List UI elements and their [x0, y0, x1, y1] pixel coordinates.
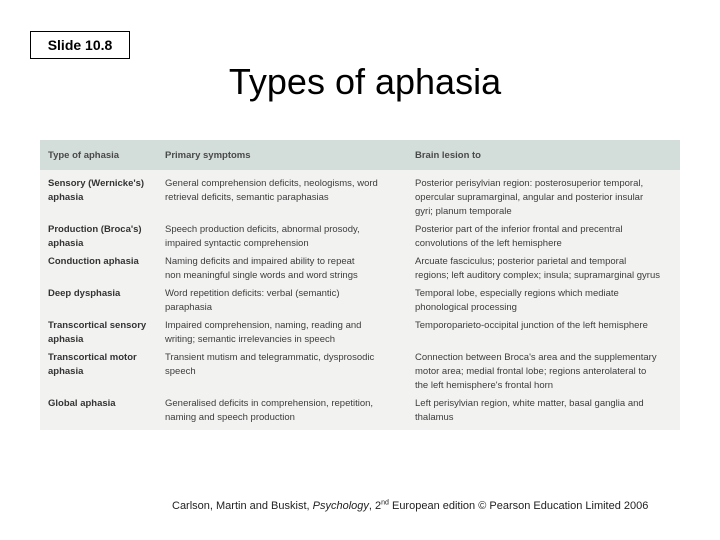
row-symptoms-cell: Impaired comprehension, naming, reading and writing; semantic irrelevancies in speech — [165, 320, 362, 345]
row-lesion-cell: Left perisylvian region, white matter, basal ganglia and thalamus — [415, 398, 644, 423]
row-symptoms-cell: Generalised deficits in comprehension, repetition, naming and speech production — [165, 398, 374, 423]
row-type-cell: Production (Broca's) aphasia — [48, 224, 142, 249]
row-type-cell: Sensory (Wernicke's) aphasia — [48, 178, 145, 203]
row-type-cell: Transcortical motor aphasia — [48, 352, 137, 377]
header-primary-symptoms: Primary symptoms — [165, 150, 251, 161]
slide-title: Types of aphasia — [228, 61, 502, 102]
row-symptoms-cell: Speech production deficits, abnormal prosody, impaired syntactic comprehension — [165, 224, 360, 249]
aphasia-table — [40, 140, 680, 430]
row-lesion-cell: Posterior part of the inferior frontal and precentral convolutions of the left hemisphere — [415, 224, 623, 249]
citation-publisher: European edition © Pearson Education Limited 2006 — [388, 500, 649, 512]
header-brain-lesion: Brain lesion to — [415, 150, 481, 161]
citation-edition-number: , 2 — [368, 500, 382, 512]
citation — [172, 499, 712, 513]
row-lesion-cell: Temporoparieto-occipital junction of the left hemisphere — [415, 320, 648, 331]
row-type-cell: Transcortical sensory aphasia — [48, 320, 147, 345]
row-lesion-cell: Posterior perisylvian region: posterosuperior temporal, opercular supramarginal, angular and posterior insular gyri; planum temporale — [415, 178, 644, 217]
slide-number-label: Slide 10.8 — [30, 31, 130, 59]
row-symptoms-cell: Transient mutism and telegrammatic, dysprosodic speech — [165, 352, 375, 377]
row-type-cell: Deep dysphasia — [48, 288, 121, 299]
row-symptoms-cell: General comprehension deficits, neologisms, word retrieval deficits, semantic paraphasias — [165, 178, 378, 203]
row-lesion-cell: Temporal lobe, especially regions which mediate phonological processing — [415, 288, 619, 313]
citation-book-title: Psychology — [312, 500, 369, 512]
table-header-row — [40, 140, 680, 170]
row-lesion-cell: Connection between Broca's area and the supplementary motor area; medial frontal lobe; regions anterolateral to the left hemisphere's frontal horn — [415, 352, 657, 391]
header-type-of-aphasia: Type of aphasia — [48, 150, 120, 161]
citation-authors: Carlson, Martin and Buskist, — [172, 500, 313, 512]
row-symptoms-cell: Word repetition deficits: verbal (semantic) paraphasia — [165, 288, 340, 313]
citation-edition-suffix: nd — [381, 499, 389, 507]
row-symptoms-cell: Naming deficits and impaired ability to repeat non meaningful single words and word strings — [165, 256, 358, 281]
row-lesion-cell: Arcuate fasciculus; posterior parietal and temporal regions; left auditory complex; insula; supramarginal gyrus — [415, 256, 661, 281]
row-type-cell: Conduction aphasia — [48, 256, 139, 267]
row-type-cell: Global aphasia — [48, 398, 116, 409]
